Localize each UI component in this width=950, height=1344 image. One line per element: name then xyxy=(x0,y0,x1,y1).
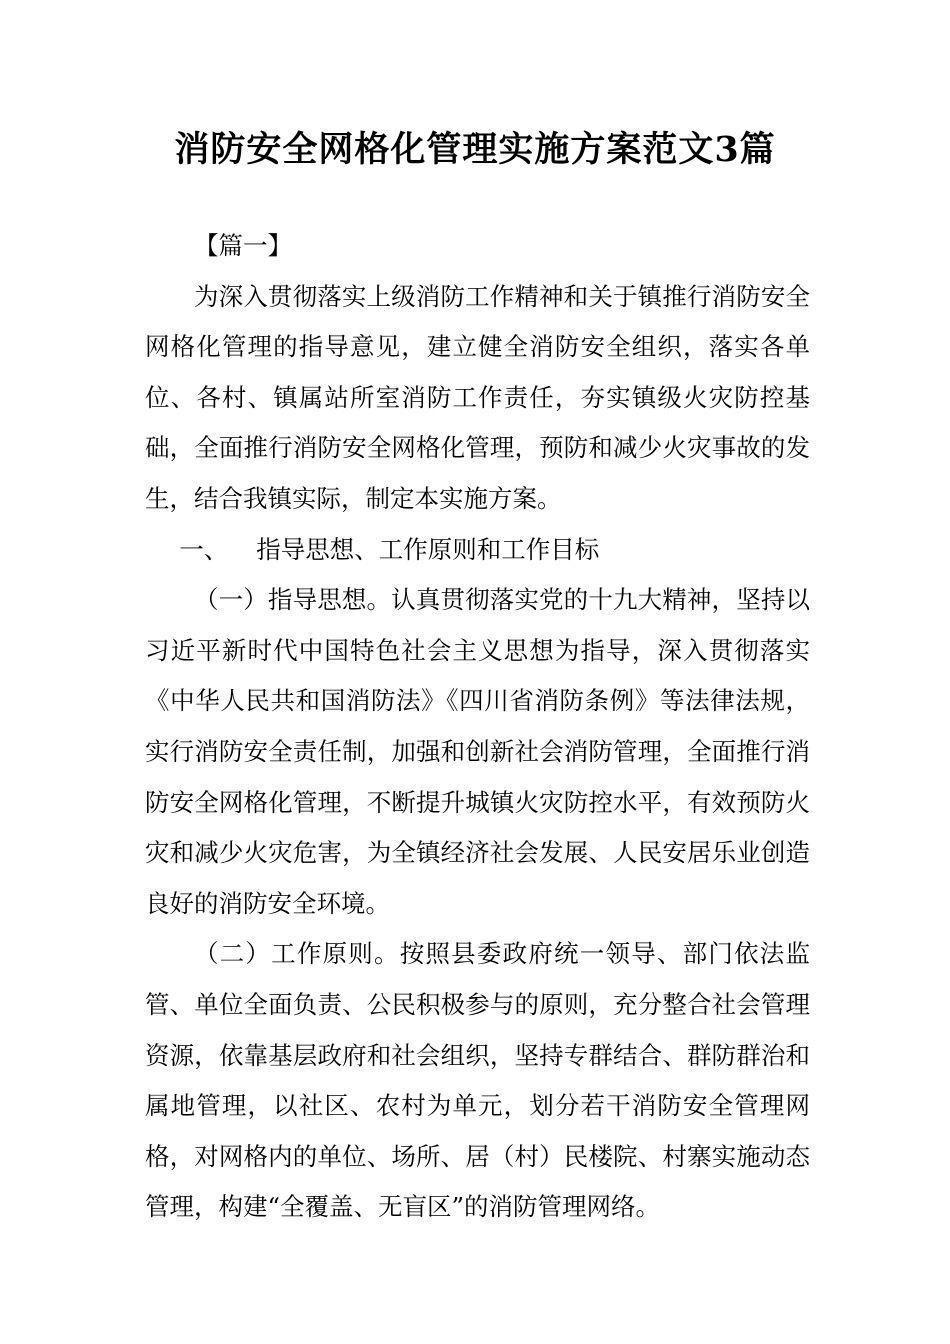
document-title: 消防安全网格化管理实施方案范文3篇 xyxy=(174,129,776,170)
section-heading-1 xyxy=(145,525,810,576)
section-heading-number: 一、 xyxy=(179,534,229,564)
work-principles-paragraph: （二）工作原则。按照县委政府统一领导、部门依法监管、单位全面负责、公民积极参与的原则，充分整合社会管理资源，依靠基层政府和社会组织，坚持专群结合、群防群治和属地管理，以社区、农村为单元，划分若干消防安全管理网格，对网格内的单位、场所、居（村）民楼院、村寨实施动态管理，构建“全覆盖、无盲区”的消防管理网络。 xyxy=(145,939,810,1222)
document-body xyxy=(145,221,810,1233)
intro-paragraph: 为深入贯彻落实上级消防工作精神和关于镇推行消防安全网格化管理的指导意见，建立健全消防安全组织，落实各单位、各村、镇属站所室消防工作责任，夯实镇级火灾防控基础，全面推行消防安全网格化管理，预防和减少火灾事故的发生，结合我镇实际，制定本实施方案。 xyxy=(145,281,810,513)
guiding-ideology-paragraph: （一）指导思想。认真贯彻落实党的十九大精神，坚持以习近平新时代中国特色社会主义思想为指导，深入贯彻落实《中华人民共和国消防法》《四川省消防条例》等法律法规，实行消防安全责任制，加强和创新社会消防管理，全面推行消防安全网格化管理，不断提升城镇火灾防控水平，有效预防火灾和减少火灾危害，为全镇经济社会发展、人民安居乐业创造良好的消防安全环境。 xyxy=(145,585,810,918)
section-label: 【篇一】 xyxy=(194,231,292,260)
section-heading-text: 指导思想、工作原则和工作目标 xyxy=(256,534,600,564)
